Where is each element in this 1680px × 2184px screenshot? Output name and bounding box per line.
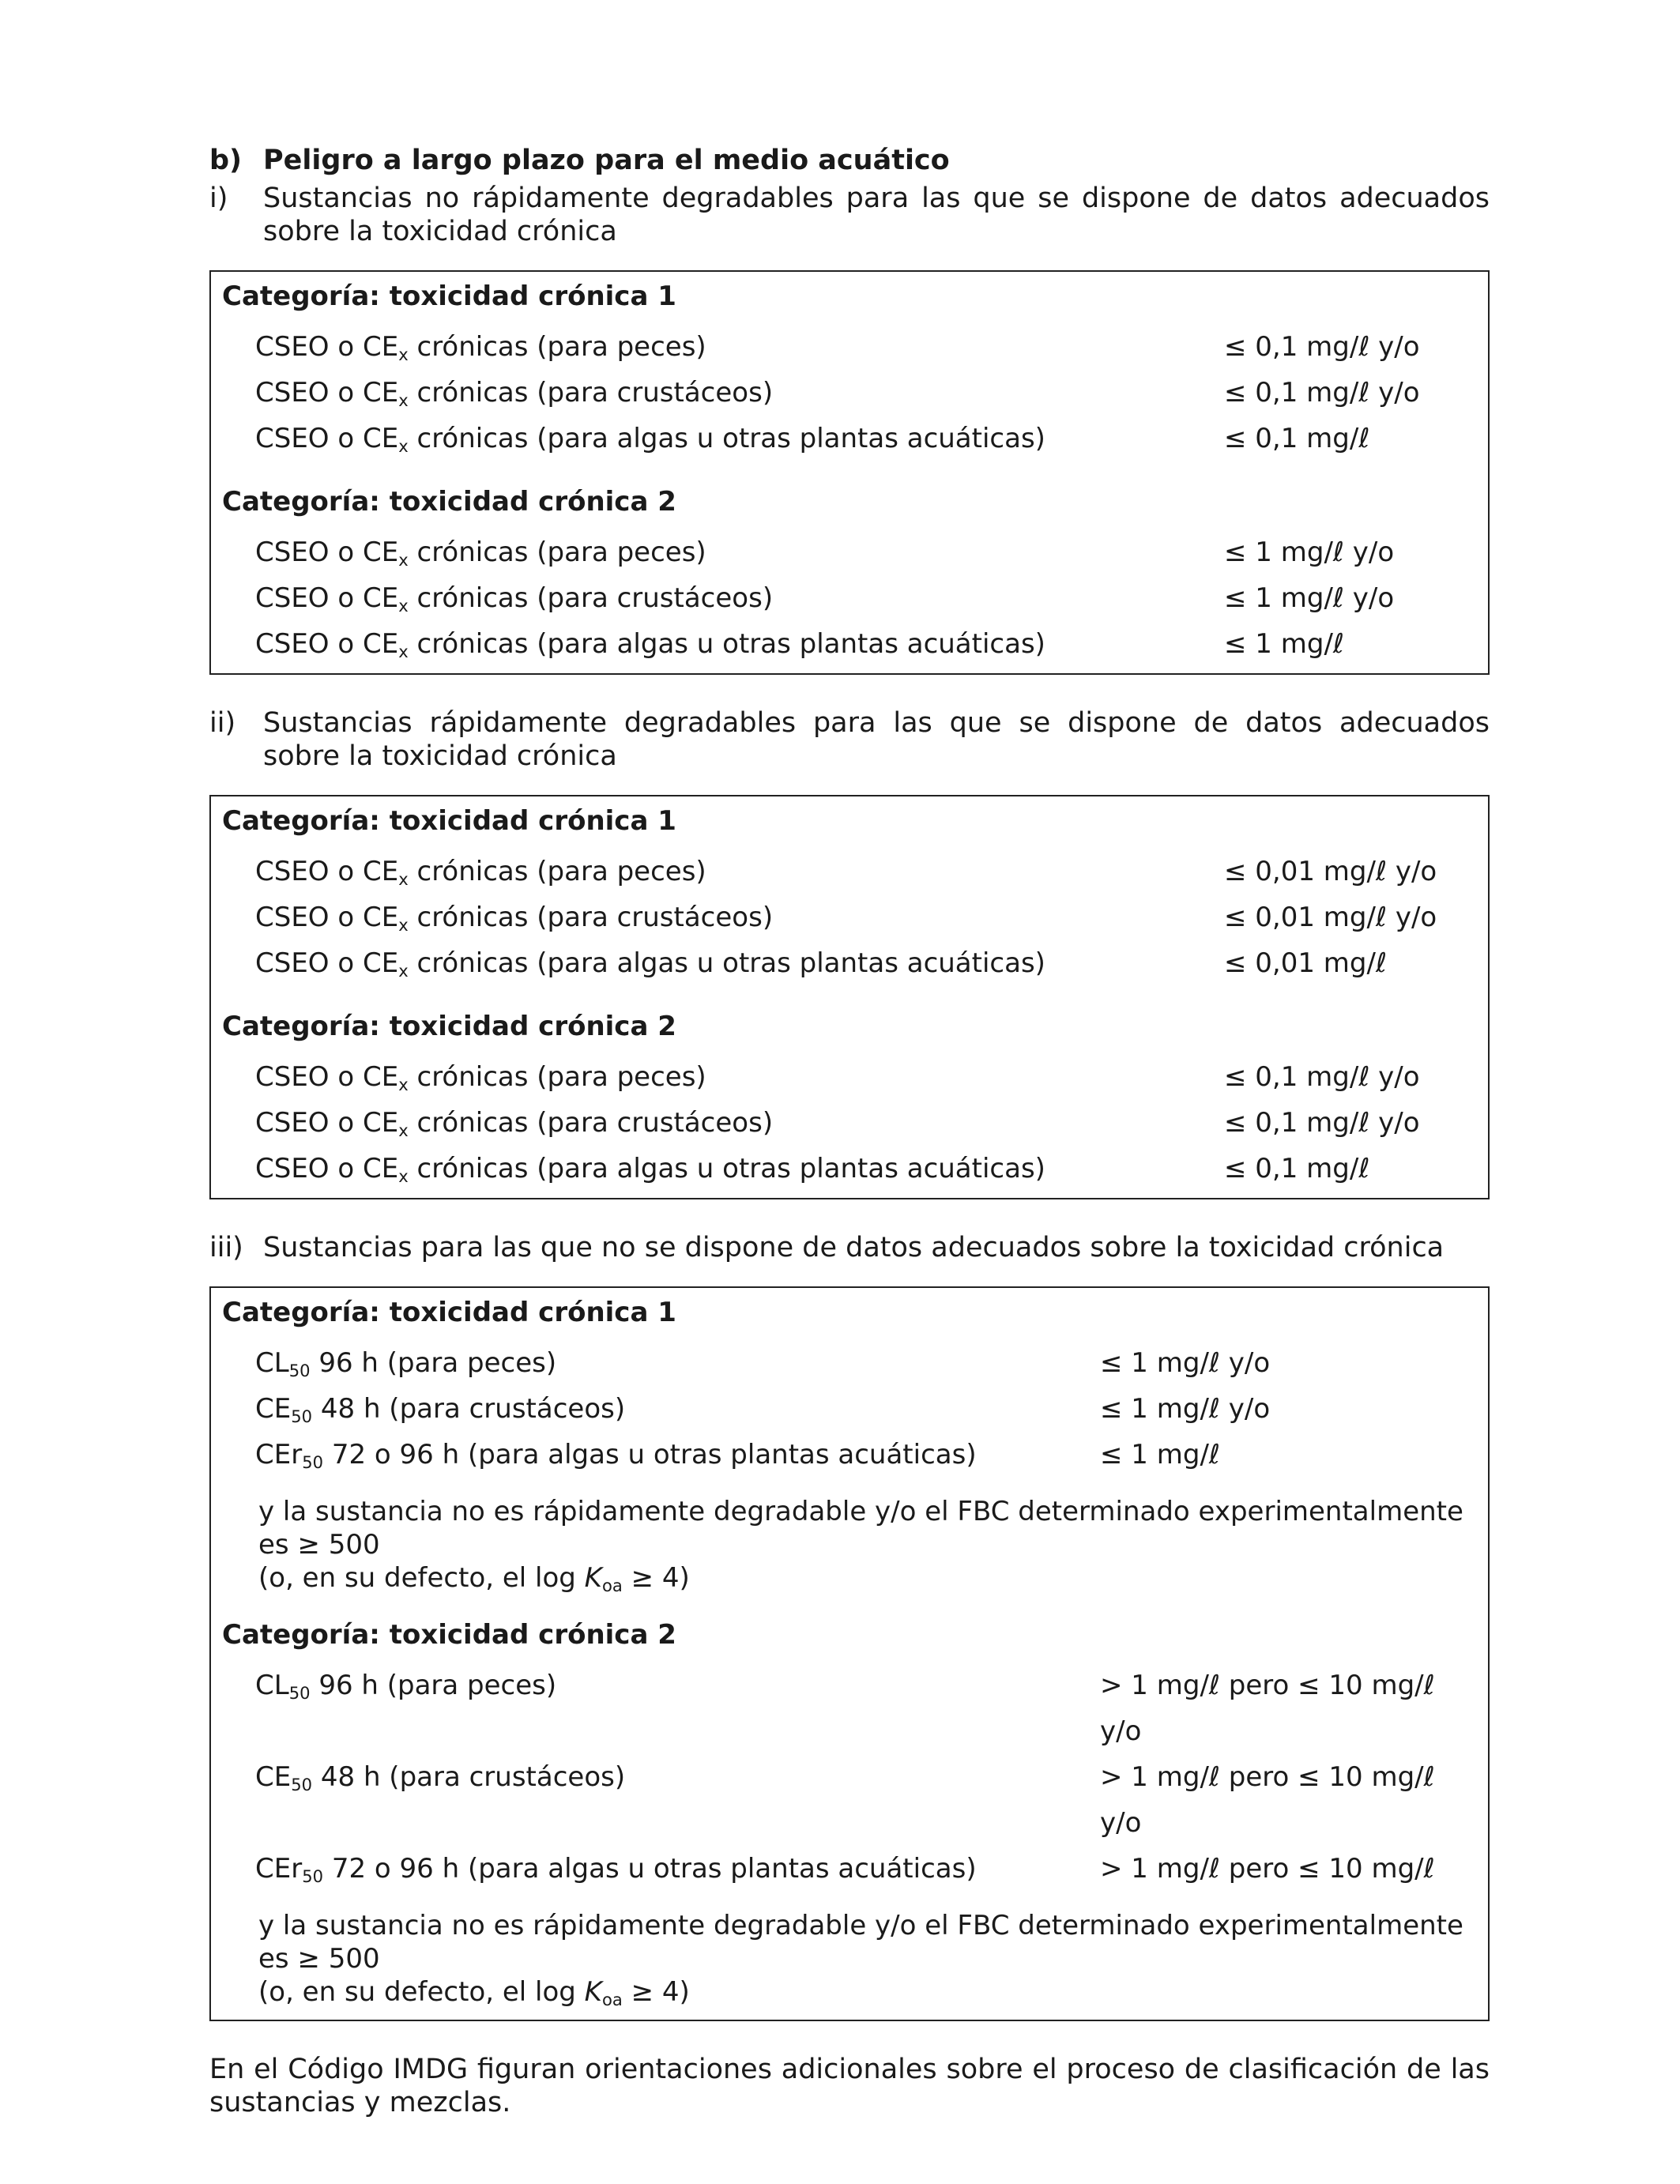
category-heading: Categoría: toxicidad crónica 2 <box>222 486 676 518</box>
row-label: CEr <box>255 1439 303 1470</box>
row-subscript: 50 <box>288 1682 311 1703</box>
criteria-row <box>222 529 1477 575</box>
row-label: CSEO o CE <box>255 947 399 979</box>
criteria-row <box>222 416 1477 461</box>
row-subscript: x <box>398 1120 409 1140</box>
note-text-end: ≥ 4) <box>622 1976 690 2008</box>
row-label-rest: 48 h (para crustáceos) <box>312 1393 626 1425</box>
row-subscript: x <box>398 344 409 364</box>
row-label-rest: crónicas (para crustáceos) <box>408 902 774 933</box>
criteria-row <box>222 849 1477 894</box>
row-value: ≤ 1 mg/ℓ <box>1100 1439 1220 1470</box>
row-value: > 1 mg/ℓ pero ≤ 10 mg/ℓ <box>1100 1853 1435 1885</box>
criteria-row <box>222 1846 1477 1892</box>
category-heading: Categoría: toxicidad crónica 1 <box>222 805 676 837</box>
category-heading: Categoría: toxicidad crónica 2 <box>222 1011 676 1042</box>
subsection-number: ii) <box>209 707 236 739</box>
subsection-text: Sustancias rápidamente degradables para las que se dispone de datos adecuados sobre la toxicidad crónica <box>263 707 1490 772</box>
row-subscript: x <box>398 641 409 661</box>
row-label: CSEO o CE <box>255 537 399 568</box>
row-value: > 1 mg/ℓ pero ≤ 10 mg/ℓ y/o <box>1100 1761 1435 1839</box>
row-value: ≤ 0,1 mg/ℓ y/o <box>1224 331 1420 363</box>
row-subscript: x <box>398 868 409 889</box>
row-subscript: x <box>398 595 409 616</box>
note-line-1: y la sustancia no es rápidamente degradable y/o el FBC determinado experimentalmente es ≥ 500 <box>258 1910 1463 1975</box>
section-number: b) <box>209 145 243 176</box>
row-value: ≤ 0,1 mg/ℓ <box>1224 423 1370 454</box>
row-label-rest: 48 h (para crustáceos) <box>312 1761 626 1793</box>
row-label: CSEO o CE <box>255 902 399 933</box>
row-label: CSEO o CE <box>255 423 399 454</box>
category-heading: Categoría: toxicidad crónica 1 <box>222 281 676 312</box>
row-label-rest: 72 o 96 h (para algas u otras plantas acuáticas) <box>323 1853 977 1885</box>
row-label-rest: crónicas (para crustáceos) <box>408 1107 774 1139</box>
condition-note <box>222 1495 1477 1595</box>
note-subscript: oa <box>601 1989 623 2009</box>
criteria-row <box>222 1146 1477 1192</box>
criteria-row <box>222 621 1477 667</box>
subsection-iii <box>209 1231 1490 1264</box>
criteria-row <box>222 370 1477 416</box>
note-text-end: ≥ 4) <box>622 1562 690 1594</box>
criteria-row <box>222 324 1477 370</box>
row-label: CL <box>255 1670 289 1701</box>
row-value: ≤ 1 mg/ℓ y/o <box>1224 537 1395 568</box>
row-subscript: 50 <box>302 1452 324 1472</box>
row-subscript: x <box>398 960 409 981</box>
criteria-row <box>222 1662 1477 1754</box>
row-label: CSEO o CE <box>255 628 399 660</box>
subsection-i <box>209 182 1490 248</box>
row-value: ≤ 1 mg/ℓ y/o <box>1100 1347 1271 1379</box>
row-value: ≤ 0,01 mg/ℓ y/o <box>1224 902 1437 933</box>
row-label-rest: crónicas (para peces) <box>408 1061 706 1093</box>
row-value: ≤ 0,01 mg/ℓ y/o <box>1224 856 1437 887</box>
row-value: ≤ 1 mg/ℓ y/o <box>1224 582 1395 614</box>
subsection-number: iii) <box>209 1232 243 1263</box>
row-value: ≤ 1 mg/ℓ y/o <box>1100 1393 1271 1425</box>
row-label: CEr <box>255 1853 303 1885</box>
row-subscript: x <box>398 1165 409 1186</box>
row-subscript: x <box>398 914 409 935</box>
row-label: CSEO o CE <box>255 856 399 887</box>
row-label: CSEO o CE <box>255 582 399 614</box>
criteria-row <box>222 1340 1477 1386</box>
row-value: ≤ 1 mg/ℓ <box>1224 628 1344 660</box>
category-heading: Categoría: toxicidad crónica 1 <box>222 1297 676 1328</box>
row-subscript: x <box>398 549 409 570</box>
document-page <box>209 141 1490 2119</box>
row-subscript: 50 <box>302 1866 324 1886</box>
criteria-table-1 <box>209 270 1490 675</box>
row-value: ≤ 0,1 mg/ℓ y/o <box>1224 1107 1420 1139</box>
criteria-row <box>222 1100 1477 1146</box>
criteria-row <box>222 940 1477 986</box>
row-value: ≤ 0,01 mg/ℓ <box>1224 947 1388 979</box>
row-label-rest: 96 h (para peces) <box>310 1670 557 1701</box>
criteria-row <box>222 575 1477 621</box>
row-label-rest: crónicas (para crustáceos) <box>408 377 774 409</box>
row-label-rest: 72 o 96 h (para algas u otras plantas acuáticas) <box>323 1439 977 1470</box>
row-label-rest: crónicas (para algas u otras plantas acuáticas) <box>408 947 1045 979</box>
row-label: CSEO o CE <box>255 377 399 409</box>
row-label: CE <box>255 1393 292 1425</box>
section-heading <box>209 141 1490 180</box>
row-subscript: x <box>398 390 409 410</box>
row-label-rest: crónicas (para algas u otras plantas acuáticas) <box>408 628 1045 660</box>
subsection-text: Sustancias para las que no se dispone de datos adecuados sobre la toxicidad crónica <box>263 1232 1445 1263</box>
row-label: CSEO o CE <box>255 331 399 363</box>
row-value: ≤ 0,1 mg/ℓ y/o <box>1224 1061 1420 1093</box>
row-label-rest: crónicas (para peces) <box>408 331 706 363</box>
criteria-table-2 <box>209 795 1490 1199</box>
criteria-row <box>222 1386 1477 1432</box>
row-subscript: 50 <box>288 1360 311 1380</box>
row-label-rest: crónicas (para algas u otras plantas acuáticas) <box>408 1153 1045 1184</box>
subsection-text: Sustancias no rápidamente degradables para las que se dispone de datos adecuados sobre la toxicidad crónica <box>263 183 1490 247</box>
row-subscript: x <box>398 1074 409 1094</box>
row-label-rest: crónicas (para peces) <box>408 856 706 887</box>
closing-paragraph: En el Código IMDG figuran orientaciones adicionales sobre el proceso de clasificación de las sustancias y mezclas. <box>209 2054 1490 2118</box>
row-subscript: x <box>398 435 409 456</box>
row-label-rest: crónicas (para peces) <box>408 537 706 568</box>
row-label-rest: 96 h (para peces) <box>310 1347 557 1379</box>
criteria-row <box>222 1432 1477 1478</box>
note-line-2 <box>258 1561 1477 1595</box>
note-subscript: oa <box>601 1575 623 1595</box>
row-value: ≤ 0,1 mg/ℓ <box>1224 1153 1370 1184</box>
row-value: ≤ 0,1 mg/ℓ y/o <box>1224 377 1420 409</box>
category-heading: Categoría: toxicidad crónica 2 <box>222 1619 676 1651</box>
subsection-ii <box>209 706 1490 773</box>
criteria-row <box>222 1054 1477 1100</box>
row-label-rest: crónicas (para crustáceos) <box>408 582 774 614</box>
row-label: CE <box>255 1761 292 1793</box>
criteria-row <box>222 894 1477 940</box>
condition-note <box>222 1909 1477 2009</box>
note-line-2 <box>258 1975 1477 2009</box>
subsection-number: i) <box>209 183 228 214</box>
section-title: Peligro a largo plazo para el medio acuático <box>263 145 950 176</box>
note-text: (o, en su defecto, el log <box>258 1562 585 1594</box>
note-k-symbol: K <box>584 1562 602 1594</box>
criteria-table-3 <box>209 1286 1490 2021</box>
criteria-row <box>222 1754 1477 1846</box>
row-label: CSEO o CE <box>255 1153 399 1184</box>
row-value: > 1 mg/ℓ pero ≤ 10 mg/ℓ y/o <box>1100 1670 1435 1747</box>
row-subscript: 50 <box>291 1406 313 1426</box>
note-k-symbol: K <box>584 1976 602 2008</box>
row-label: CSEO o CE <box>255 1061 399 1093</box>
note-line-1: y la sustancia no es rápidamente degradable y/o el FBC determinado experimentalmente es ≥ 500 <box>258 1496 1463 1561</box>
row-label-rest: crónicas (para algas u otras plantas acuáticas) <box>408 423 1045 454</box>
note-text: (o, en su defecto, el log <box>258 1976 585 2008</box>
row-label: CL <box>255 1347 289 1379</box>
row-label: CSEO o CE <box>255 1107 399 1139</box>
row-subscript: 50 <box>291 1774 313 1794</box>
